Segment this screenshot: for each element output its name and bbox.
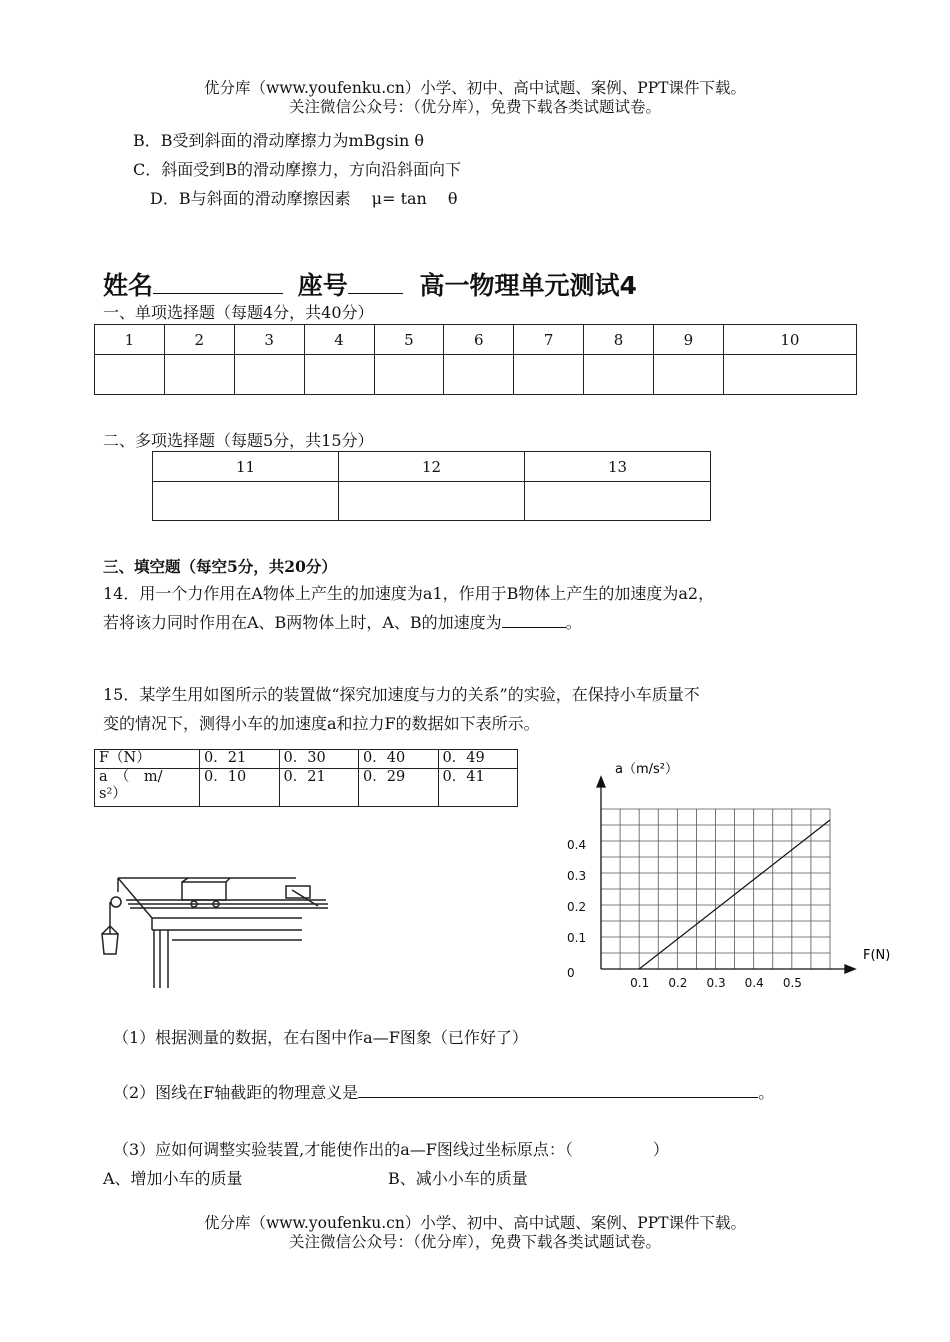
answer-cell[interactable]	[514, 355, 584, 395]
header-line-1: 优分库（www.youfenku.cn）小学、初中、高中试题、案例、PPT课件下载。	[203, 79, 747, 97]
question-number-cell: 8	[584, 325, 654, 355]
row-label-a	[95, 769, 200, 807]
row-label-f: F（N）	[95, 750, 200, 769]
a-cell: 0．29	[359, 769, 439, 807]
question-2-end: 。	[758, 1083, 775, 1102]
f-cell: 0．30	[279, 750, 359, 769]
data-table	[94, 749, 518, 807]
x-tick-label: 0.2	[668, 976, 688, 990]
section3-heading: 三、填空题（每空5分，共20分）	[103, 557, 337, 576]
y-tick-label: 0.4	[567, 837, 587, 852]
q15-line-1: 15．某学生用如图所示的装置做“探究加速度与力的关系”的实验，在保持小车质量不	[103, 685, 700, 704]
title-line	[103, 266, 637, 302]
x-tick-label: 0.5	[782, 976, 802, 990]
a-cell: 0．21	[279, 769, 359, 807]
a-cell: 0．10	[200, 769, 280, 807]
question-number-cell: 7	[514, 325, 584, 355]
q14-text: 若将该力同时作用在A、B两物体上时，A、B的加速度为	[103, 613, 502, 632]
row-label-a-part1: a （ m/	[99, 769, 163, 785]
a-cell: 0．41	[438, 769, 518, 807]
x-tick-label: 0.4	[744, 976, 764, 990]
af-chart	[553, 757, 913, 997]
answer-cell[interactable]	[584, 355, 654, 395]
answer-table-2	[152, 451, 711, 521]
option-b: B．B受到斜面的滑动摩擦力为mBgsin θ	[133, 131, 425, 150]
option-b-choice: B、减小小车的质量	[388, 1169, 528, 1188]
question-number-cell: 2	[164, 325, 234, 355]
question-number-cell: 1	[95, 325, 165, 355]
row-label-a-part2: s²）	[99, 786, 127, 802]
question-number-cell: 6	[444, 325, 514, 355]
option-d: D．B与斜面的滑动摩擦因素 μ= tan θ	[150, 189, 458, 208]
question-1: （1）根据测量的数据，在右图中作a—F图象（已作好了）	[113, 1028, 528, 1047]
answer-cell[interactable]	[164, 355, 234, 395]
seat-label: 座号	[297, 271, 348, 300]
option-a-choice: A、增加小车的质量	[103, 1169, 243, 1188]
x-tick-label: 0.1	[630, 976, 650, 990]
footer-line-1: 优分库（www.youfenku.cn）小学、初中、高中试题、案例、PPT课件下载。	[203, 1214, 747, 1232]
y-axis-label: a（m/s²）	[615, 762, 678, 777]
y-tick-label: 0.2	[567, 899, 587, 914]
answer-cell[interactable]	[444, 355, 514, 395]
footer-line-2: 关注微信公众号：（优分库），免费下载各类试题试卷。	[288, 1233, 661, 1251]
question-number-cell: 11	[153, 452, 339, 482]
name-blank[interactable]	[153, 292, 283, 294]
y-axis-arrow	[597, 777, 605, 787]
x-tick-label: 0.3	[706, 976, 726, 990]
seat-blank[interactable]	[348, 292, 403, 294]
answer-cell[interactable]	[234, 355, 304, 395]
question-3: （3）应如何调整实验装置,才能使作出的a—F图线过坐标原点：（ ）	[113, 1140, 669, 1159]
f-cell: 0．21	[200, 750, 280, 769]
question-number-cell: 3	[234, 325, 304, 355]
y-tick-label: 0	[567, 966, 575, 980]
section2-heading: 二、多项选择题（每题5分，共15分）	[103, 431, 374, 450]
answer-cell[interactable]	[95, 355, 165, 395]
answer-table-1	[94, 324, 857, 395]
q15-line-2: 变的情况下，测得小车的加速度a和拉力F的数据如下表所示。	[103, 714, 540, 733]
f-cell: 0．40	[359, 750, 439, 769]
answer-cell[interactable]	[153, 482, 339, 521]
answer-cell[interactable]	[304, 355, 374, 395]
section1-heading: 一、单项选择题（每题4分，共40分）	[103, 303, 374, 322]
question-number-cell: 12	[339, 452, 525, 482]
answer-cell[interactable]	[374, 355, 444, 395]
q14-end: 。	[565, 613, 582, 632]
answer-cell[interactable]	[339, 482, 525, 521]
y-tick-label: 0.3	[567, 868, 587, 883]
question-2	[113, 1080, 774, 1103]
x-axis-label: F(N)	[863, 948, 891, 963]
question-number-cell: 4	[304, 325, 374, 355]
test-title: 高一物理单元测试4	[419, 271, 637, 300]
q14-line-2	[103, 610, 582, 633]
option-c: C．斜面受到B的滑动摩擦力，方向沿斜面向下	[133, 160, 462, 179]
y-tick-label: 0.1	[567, 930, 587, 945]
question-number-cell: 9	[654, 325, 724, 355]
name-label: 姓名	[103, 271, 154, 300]
question-2-text: （2）图线在F轴截距的物理意义是	[113, 1083, 359, 1102]
header-line-2: 关注微信公众号：（优分库），免费下载各类试题试卷。	[288, 98, 661, 116]
x-axis-arrow	[845, 965, 855, 973]
q14-blank[interactable]	[502, 626, 566, 628]
question-number-cell: 13	[525, 452, 711, 482]
apparatus-diagram	[96, 868, 336, 996]
question-number-cell: 5	[374, 325, 444, 355]
question-number-cell: 10	[723, 325, 856, 355]
q14-line-1: 14．用一个力作用在A物体上产生的加速度为a1，作用于B物体上产生的加速度为a2，	[103, 584, 715, 603]
answer-cell[interactable]	[525, 482, 711, 521]
answer-cell[interactable]	[654, 355, 724, 395]
answer-cell[interactable]	[723, 355, 856, 395]
question-2-blank[interactable]	[358, 1096, 758, 1098]
f-cell: 0．49	[438, 750, 518, 769]
